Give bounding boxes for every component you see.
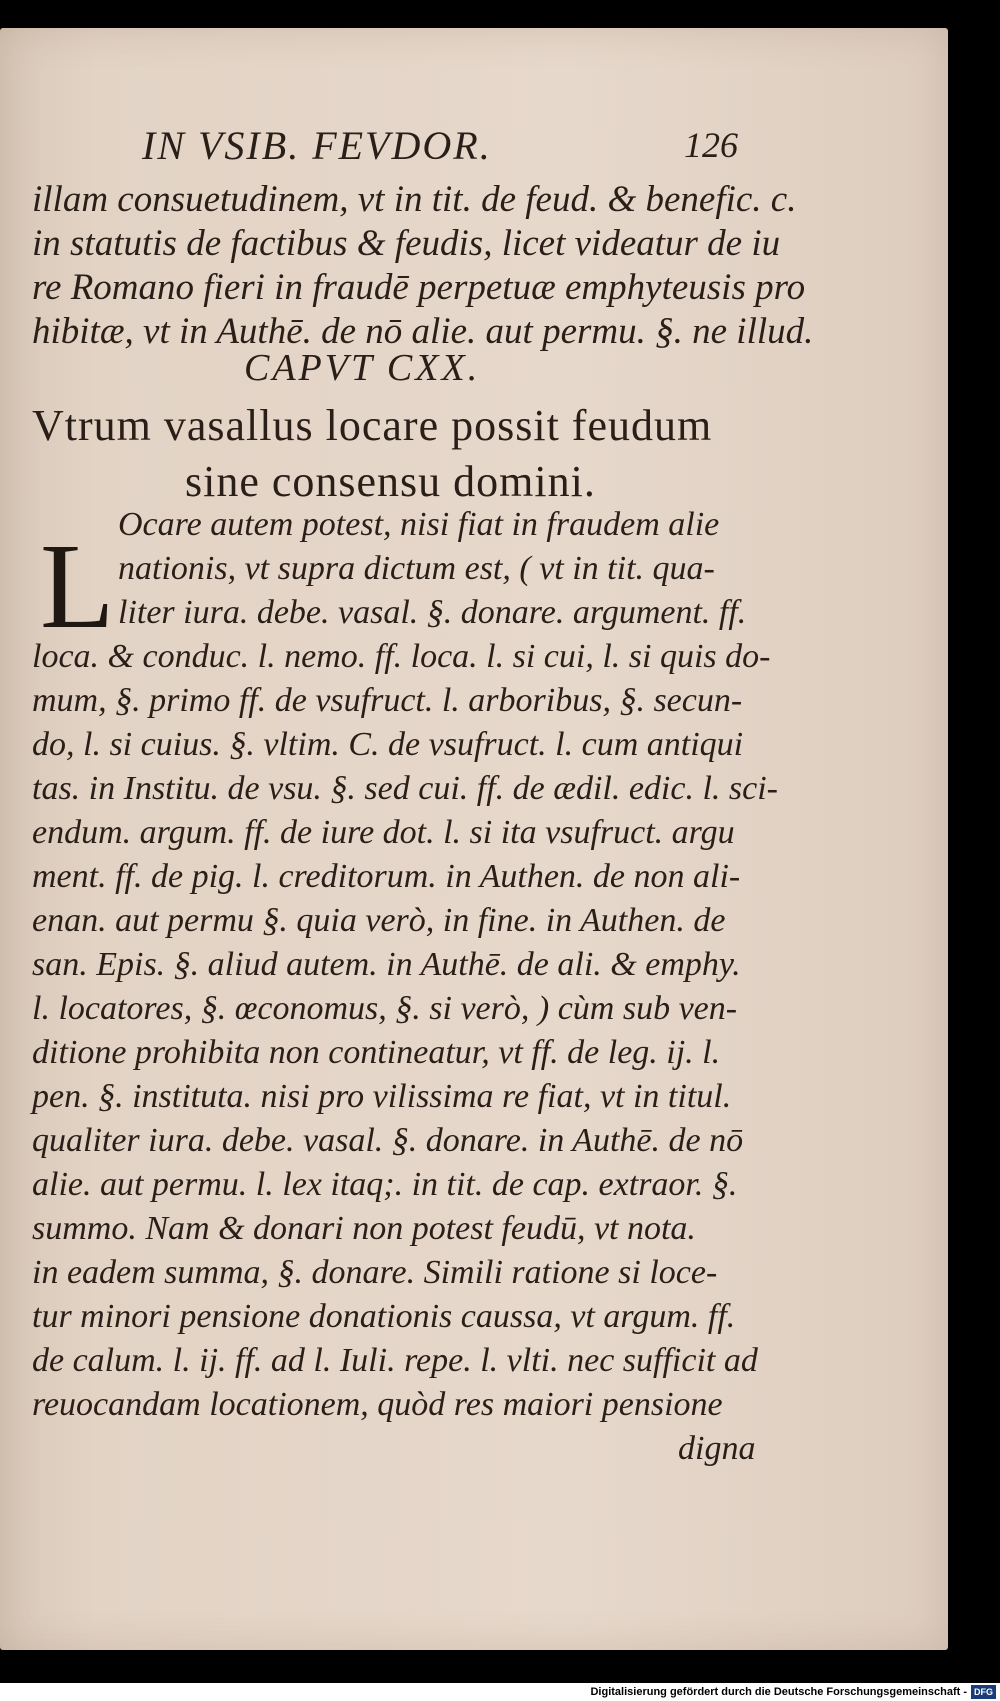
body-line: ditione prohibita non contineatur, vt ff. de leg. ij. l. bbox=[32, 1034, 721, 1071]
body-line: ment. ff. de pig. l. creditorum. in Authen. de non ali- bbox=[32, 858, 741, 895]
body-line: summo. Nam & donari non potest feudū, vt nota. bbox=[32, 1210, 696, 1247]
footer-credit-text: Digitalisierung gefördert durch die Deutsche Forschungsgemeinschaft - bbox=[590, 1686, 967, 1698]
text-line: in statutis de factibus & feudis, licet videatur de iu bbox=[32, 223, 781, 264]
text-line: hibitæ, vt in Authē. de nō alie. aut permu. §. ne illud. bbox=[32, 311, 814, 352]
body-line: Ocare autem potest, nisi fiat in fraudem alie bbox=[118, 506, 720, 543]
body-line: l. locatores, §. œconomus, §. si verò, ) cùm sub ven- bbox=[32, 990, 738, 1027]
footer-credit-bar bbox=[0, 1683, 1000, 1701]
body-line: enan. aut permu §. quia verò, in fine. in Authen. de bbox=[32, 902, 726, 939]
drop-capital: L bbox=[40, 519, 115, 654]
body-line: nationis, vt supra dictum est, ( vt in tit. qua- bbox=[118, 550, 715, 587]
body-line: liter iura. debe. vasal. §. donare. argument. ff. bbox=[118, 594, 747, 631]
body-line: loca. & conduc. l. nemo. ff. loca. l. si cui, l. si quis do- bbox=[32, 638, 771, 675]
body-line: reuocandam locationem, quòd res maiori pensione bbox=[32, 1386, 723, 1423]
body-line: do, l. si cuius. §. vltim. C. de vsufruct. l. cum antiqui bbox=[32, 726, 744, 763]
chapter-number: CAPVT CXX. bbox=[244, 347, 481, 389]
body-line: endum. argum. ff. de iure dot. l. si ita vsufruct. argu bbox=[32, 814, 735, 851]
body-line: qualiter iura. debe. vasal. §. donare. in Authē. de nō bbox=[32, 1122, 744, 1159]
page-number: 126 bbox=[684, 125, 738, 165]
running-head: IN VSIB. FEVDOR. bbox=[142, 123, 492, 168]
book-page bbox=[0, 28, 948, 1650]
text-line: illam consuetudinem, vt in tit. de feud. & benefic. c. bbox=[32, 179, 797, 220]
body-line: mum, §. primo ff. de vsufruct. l. arboribus, §. secun- bbox=[32, 682, 743, 719]
body-line: alie. aut permu. l. lex itaq;. in tit. de cap. extraor. §. bbox=[32, 1166, 738, 1203]
body-line: tas. in Institu. de vsu. §. sed cui. ff. de ædil. edic. l. sci- bbox=[32, 770, 779, 807]
body-line: in eadem summa, §. donare. Simili ratione si loce- bbox=[32, 1254, 718, 1291]
body-line: san. Epis. §. aliud autem. in Authē. de ali. & emphy. bbox=[32, 946, 741, 983]
body-line: de calum. l. ij. ff. ad l. Iuli. repe. l. vlti. nec sufficit ad bbox=[32, 1342, 758, 1379]
chapter-title-line-1: Vtrum vasallus locare possit feudum bbox=[32, 401, 713, 450]
text-line: re Romano fieri in fraudē perpetuæ emphyteusis pro bbox=[32, 267, 806, 308]
catchword: digna bbox=[678, 1430, 756, 1467]
chapter-title-line-2: sine consensu domini. bbox=[185, 457, 596, 506]
body-line: pen. §. instituta. nisi pro vilissima re fiat, vt in titul. bbox=[32, 1078, 732, 1115]
dfg-logo: DFG bbox=[971, 1685, 996, 1699]
body-line: tur minori pensione donationis caussa, vt argum. ff. bbox=[32, 1298, 736, 1335]
